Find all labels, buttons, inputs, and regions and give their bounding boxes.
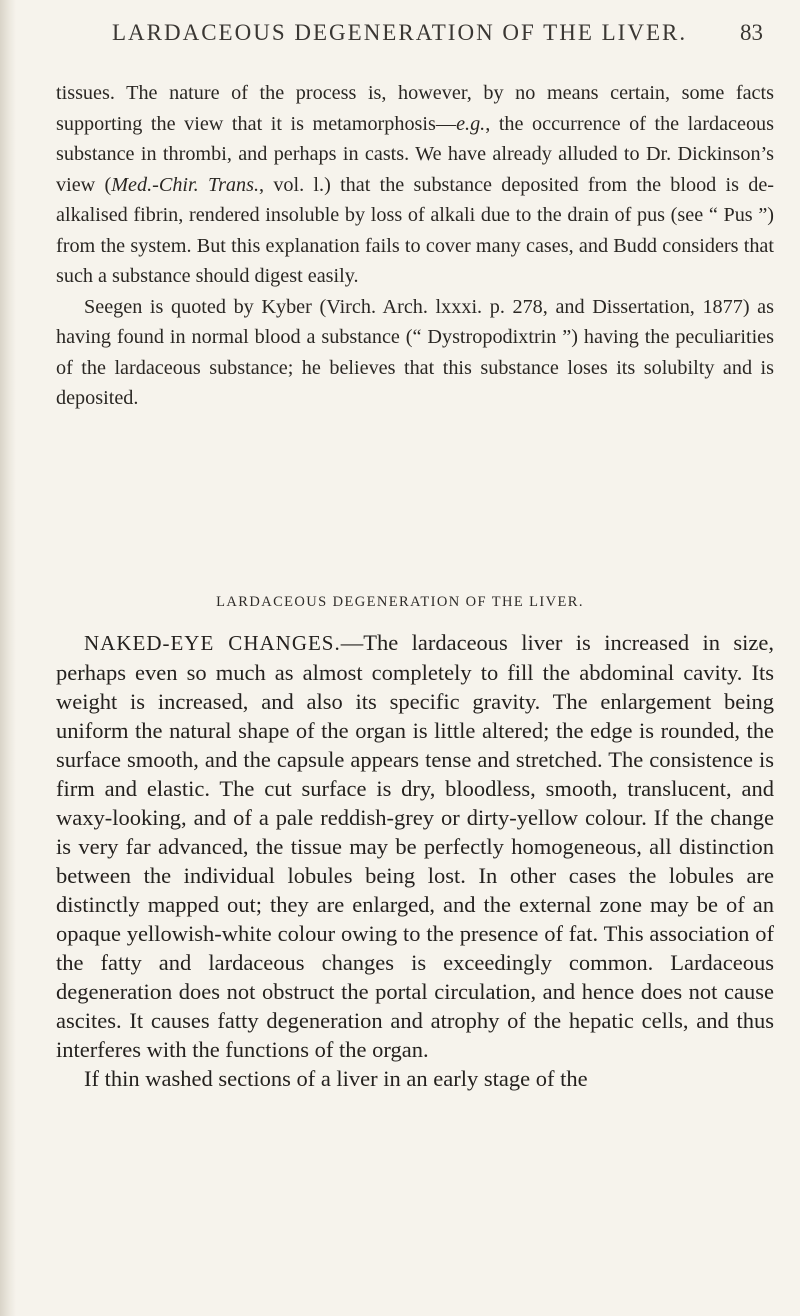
- journal-citation: Med.-Chir. Trans.: [111, 173, 260, 196]
- paragraph-process-nature: tissues. The nature of the process is, however, by no means certain, some facts supporting the view that it is metamorphosis—e.g., the occurrence of the lardaceous substance in thrombi, and perhaps in casts. We have already alluded to Dr. Dickinson’s view (Med.-Chir. Trans., vol. l.) that the substance deposited from the blood is de-alkalised fibrin, rendered insoluble by loss of alkali due to the drain of pus (see “ Pus ”) from the system. But this explanation fails to cover many cases, and Budd considers that such a substance should digest easily.: [56, 82, 775, 287]
- text-section-naked-eye-changes: [56, 628, 774, 1093]
- section-heading: LARDACEOUS DEGENERATION OF THE LIVER.: [216, 594, 584, 610]
- running-title: LARDACEOUS DEGENERATION OF THE LIVER.: [112, 20, 688, 45]
- paragraph-naked-eye-changes: NAKED-EYE CHANGES.—The lardaceous liver is increased in size, perhaps even so much as almost completely to fill the abdominal cavity. Its weight is increased, and also its specific gravity. The enlargement being uniform the natural shape of the organ is little altered; the edge is rounded, the surface smooth, and the capsule appears tense and stretched. The consistence is firm and elastic. The cut surface is dry, bloodless, smooth, translucent, and waxy-looking, and of a pale reddish-grey or dirty-yellow colour. If the change is very far advanced, the tissue may be perfectly homogeneous, all distinction between the individual lobules being lost. In other cases the lobules are distinctly mapped out; they are enlarged, and the external zone may be of an opaque yellowish-white colour owing to the presence of fat. This association of the fatty and lardaceous changes is exceedingly common. Lardaceous degeneration does not obstruct the portal circulation, and hence does not cause ascites. It causes fatty degeneration and atrophy of the hepatic cells, and thus interferes with the functions of the organ.: [56, 630, 775, 1062]
- page-number: 83: [740, 20, 763, 45]
- paragraph-thin-sections: If thin washed sections of a liver in an early stage of the: [84, 1066, 588, 1091]
- paragraph-seegen: Seegen is quoted by Kyber (Virch. Arch. lxxxi. p. 278, and Dissertation, 1877) as having found in normal blood a substance (“ Dystropodixtrin ”) having the peculiarities of the lardaceous substance; he believes that this substance loses its solubilty and is deposited.: [56, 295, 774, 409]
- lead-in-heading: NAKED-EYE CHANGES.: [84, 631, 341, 655]
- abbrev-eg: e.g.: [456, 112, 486, 135]
- page-gutter-shadow: [0, 0, 16, 1316]
- running-head: [0, 14, 800, 54]
- text-section-metamorphosis: [56, 78, 774, 414]
